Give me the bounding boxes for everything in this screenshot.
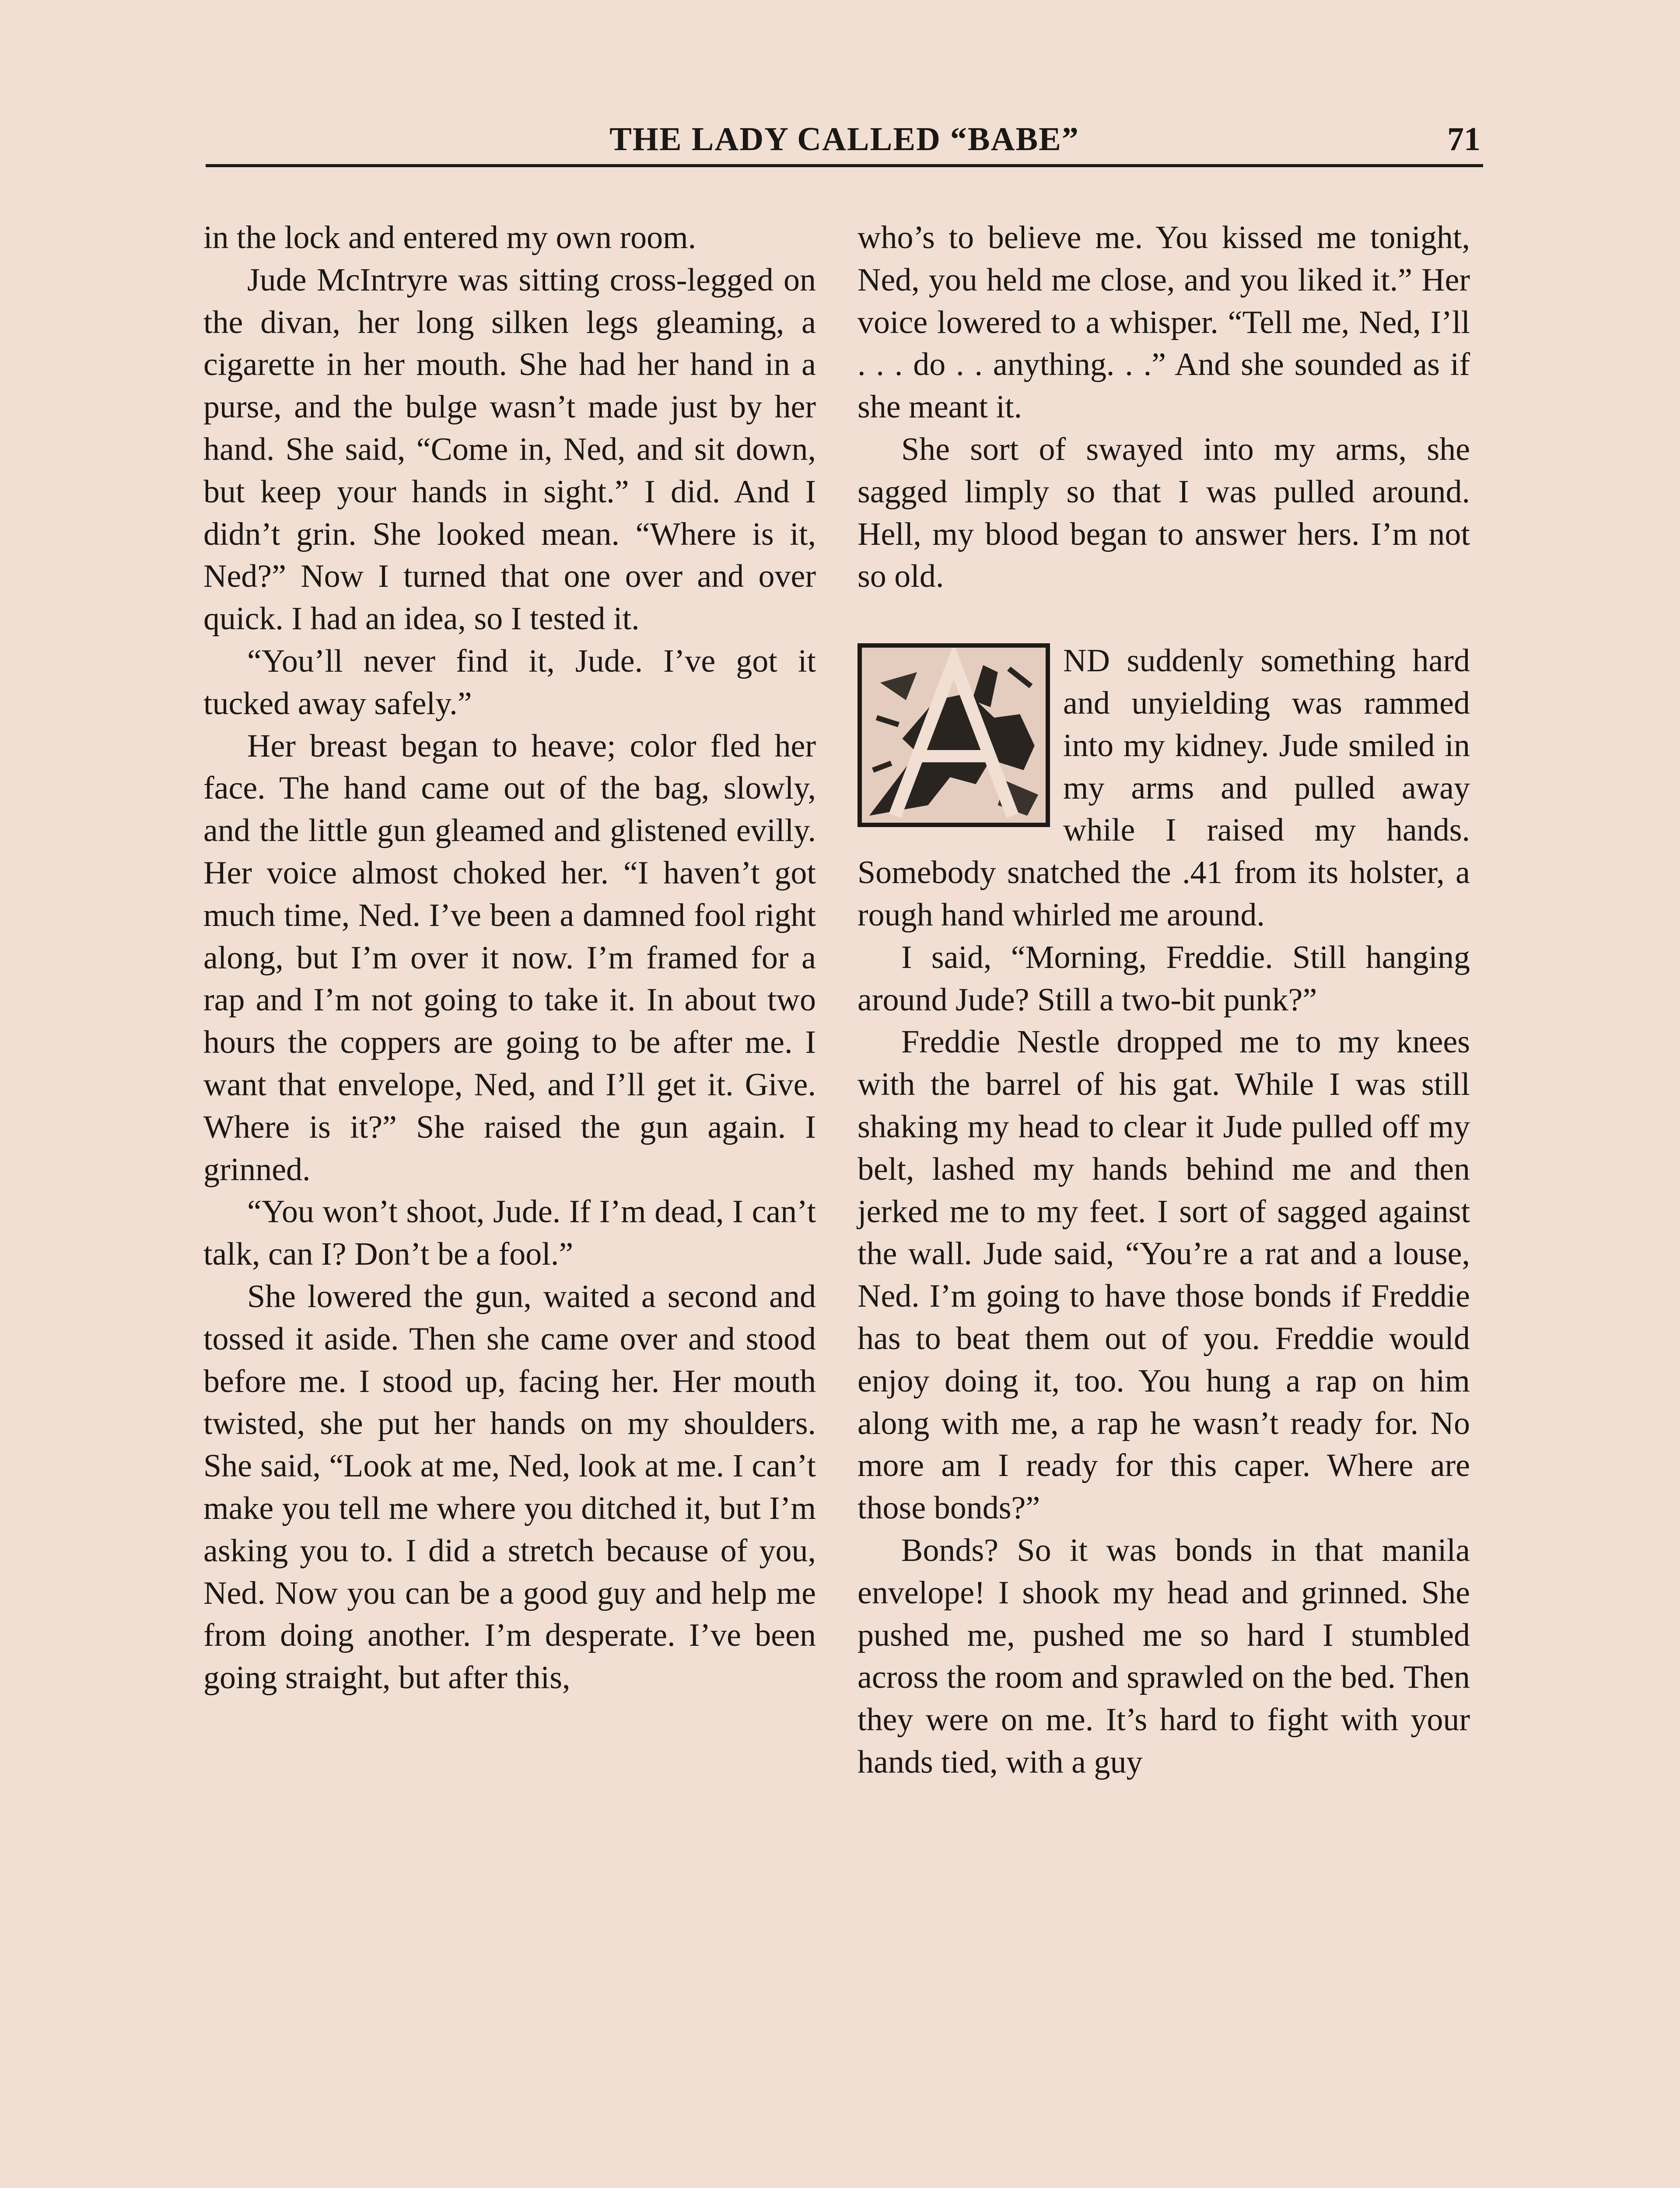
paragraph: Freddie Nestle dropped me to my knees with the barrel of his gat. While I was still shaking my head to clear it Jude pulled off my belt, lashed my hands behind me and then jerked me to my feet. I sort of sagged against the wall. Jude said, “You’re a rat and a louse, Ned. I’m going to have those bonds if Freddie has to beat them out of you. Freddie would enjoy doing it, too. You hung a rap on him along with me, a rap he wasn’t ready for. No more am I ready for this caper. Where are those bonds?” <box>858 1024 1470 1526</box>
paragraph: She sort of swayed into my arms, she sagged limply so that I was pulled around. Hell, my blood began to answer hers. I’m not so old. <box>858 431 1470 595</box>
paragraph: in the lock and entered my own room. <box>203 220 696 256</box>
paragraph: Bonds? So it was bonds in that manila envelope! I shook my head and grinned. She pushed me, pushed me so hard I stumbled across the room and sprawled on the bed. Then they were on me. It’s hard to fight with your hands tied, with a guy <box>858 1532 1470 1780</box>
story-title: THE LADY CALLED “BABE” <box>609 121 1079 158</box>
right-text-column <box>858 217 1470 1784</box>
paragraph: “You’ll never find it, Jude. I’ve got it tucked away safely.” <box>203 643 816 722</box>
drop-cap-art <box>862 648 1046 823</box>
section-opening <box>858 640 1470 936</box>
drop-cap-illustration <box>858 643 1050 827</box>
left-text-column <box>203 217 816 1699</box>
paragraph: ND suddenly something hard and unyielding was rammed into my kidney. Jude smiled in my arms and pulled away while I raised my hands. Somebody snatched the .41 from its holster, a rough hand whirled me around. <box>858 643 1470 933</box>
paragraph: who’s to believe me. You kissed me tonight, Ned, you held me close, and you liked it.” Her voice lowered to a whisper. “Tell me, Ned, I’ll . . . do . . anything. . .” And she sounded as if she meant it. <box>858 220 1470 425</box>
paragraph: “You won’t shoot, Jude. If I’m dead, I can’t talk, can I? Don’t be a fool.” <box>203 1194 816 1273</box>
page-number: 71 <box>1447 121 1480 158</box>
running-header <box>206 116 1483 167</box>
paragraph: She lowered the gun, waited a second and tossed it aside. Then she came over and stood before me. I stood up, facing her. Her mouth twisted, she put her hands on my shoulders. She said, “Look at me, Ned, look at me. I can’t make you tell me where you ditched it, but I’m asking you to. I did a stretch because of you, Ned. Now you can be a good guy and help me from doing another. I’m desperate. I’ve been going straight, but after this, <box>203 1278 816 1696</box>
paragraph: Her breast began to heave; color fled her face. The hand came out of the bag, slowly, and the little gun gleamed and glistened evilly. Her voice almost choked her. “I haven’t got much time, Ned. I’ve been a damned fool right along, but I’m over it now. I’m framed for a rap and I’m not going to take it. In about two hours the coppers are going to be after me. I want that envelope, Ned, and I’ll get it. Give. Where is it?” She raised the gun again. I grinned. <box>203 728 816 1188</box>
paragraph: Jude McIntryre was sitting cross-legged on the divan, her long silken legs gleaming, a cigarette in her mouth. She had her hand in a purse, and the bulge wasn’t made just by her hand. She said, “Come in, Ned, and sit down, but keep your hands in sight.” I did. And I didn’t grin. She looked mean. “Where is it, Ned?” Now I turned that one over and over quick. I had an idea, so I tested it. <box>203 262 816 637</box>
paragraph: I said, “Morning, Freddie. Still hanging around Jude? Still a two-bit punk?” <box>858 939 1470 1018</box>
